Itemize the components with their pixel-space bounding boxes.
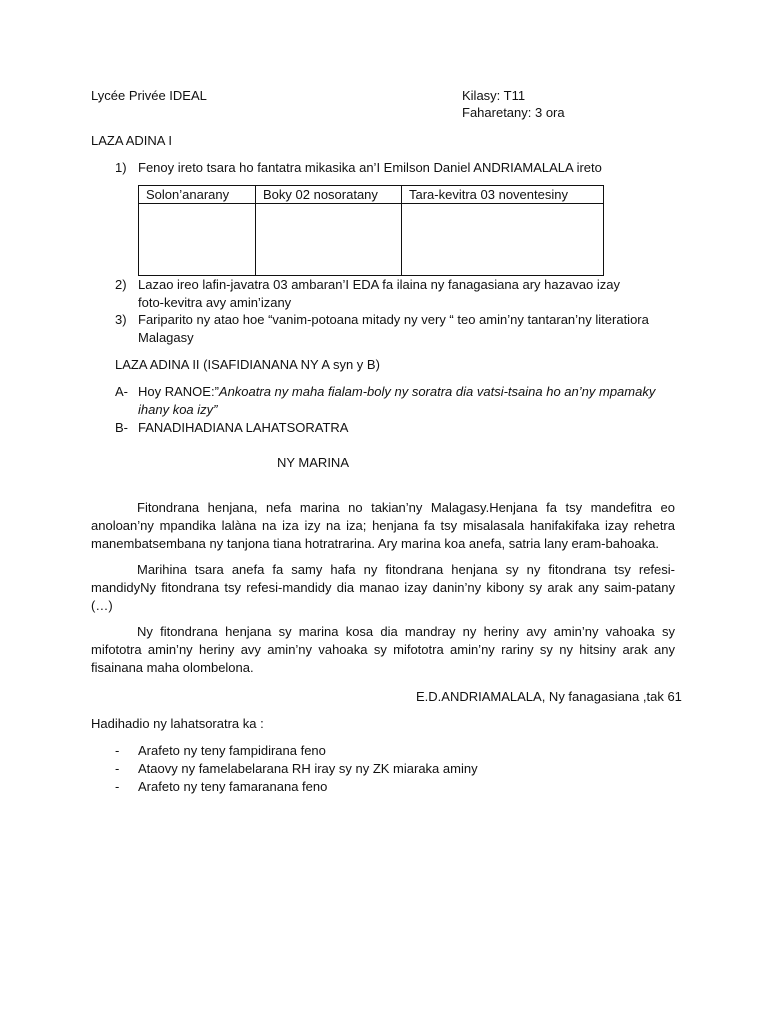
option-a-label: A- xyxy=(115,384,128,399)
passage-paragraph: Fitondrana henjana, nefa marina no takian’ny Malagasy.Henjana fa tsy mandefitra eo anoloan’ny mpandika lalàna na iza izy na iza; henjana fa tsy misalasala hanifakifaka izay rehetra manembatsembana ny tanjona tiana hotratrarina. Ary marina koa anefa, satria lany eram-bahoaka. xyxy=(91,500,675,551)
instruction-text: Hadihadio ny lahatsoratra ka : xyxy=(91,716,264,731)
school-name: Lycée Privée IDEAL xyxy=(91,88,207,103)
bullet-dash: - xyxy=(115,743,120,758)
table-row xyxy=(139,204,604,276)
option-a-text xyxy=(138,383,668,419)
info-table xyxy=(138,185,604,276)
table-cell[interactable] xyxy=(256,204,402,276)
duration-label: Faharetany: 3 ora xyxy=(462,105,565,120)
class-label: Kilasy: T11 xyxy=(462,88,526,103)
q3-text: Fariparito ny atao hoe “vanim-potoana mitady ny very “ teo amin’ny tantaran’ny literatiora Malagasy xyxy=(138,312,649,345)
bullet-item: Arafeto ny teny fampidirana feno xyxy=(138,743,326,758)
table-header-row xyxy=(139,186,604,204)
q3-number: 3) xyxy=(115,312,127,327)
q1-text: Fenoy ireto tsara ho fantatra mikasika an’I Emilson Daniel ANDRIAMALALA ireto xyxy=(138,160,602,175)
passage-source: E.D.ANDRIAMALALA, Ny fanagasiana ,tak 61 xyxy=(416,689,682,704)
part1-title: LAZA ADINA I xyxy=(91,133,172,148)
bullet-item: Arafeto ny teny famaranana feno xyxy=(138,779,328,794)
passage-paragraph: Marihina tsara anefa fa samy hafa ny fitondrana henjana sy ny fitondrana tsy refesi-mandidyNy fitondrana tsy refesi-mandidy dia manao izay danin’ny kibony sy arak any saim-patany (…) xyxy=(91,562,675,613)
table-header-cell: Boky 02 nosoratany xyxy=(256,186,402,204)
q1-number: 1) xyxy=(115,160,127,175)
option-a-prefix: Hoy RANOE:” xyxy=(138,384,219,399)
passage-paragraph: Ny fitondrana henjana sy marina kosa dia mandray ny heriny avy amin’ny vahoaka sy mifototra amin’ny heriny avy amin’ny vahoaka sy mifototra amin’ny rariny sy ny hitsiny arak any fisainana maha olombelona. xyxy=(91,624,675,675)
table-header-cell: Solon’anarany xyxy=(139,186,256,204)
passage-title: NY MARINA xyxy=(277,455,349,470)
table-cell[interactable] xyxy=(139,204,256,276)
option-b-text: FANADIHADIANA LAHATSORATRA xyxy=(138,420,349,435)
option-a-quote: Ankoatra ny maha fialam-boly ny soratra dia vatsi-tsaina ho an’ny mpamaky ihany koa izy” xyxy=(138,384,656,417)
q2-number: 2) xyxy=(115,277,127,292)
bullet-item: Ataovy ny famelabelarana RH iray sy ny ZK miaraka aminy xyxy=(138,761,478,776)
table-cell[interactable] xyxy=(402,204,604,276)
bullet-dash: - xyxy=(115,761,120,776)
table-header-cell: Tara-kevitra 03 noventesiny xyxy=(402,186,604,204)
part2-title: LAZA ADINA II (ISAFIDIANANA NY A syn y B) xyxy=(115,357,380,372)
q2-text: Lazao ireo lafin-javatra 03 ambaran’I EDA fa ilaina ny fanagasiana ary hazavao izay foto-kevitra avy amin’izany xyxy=(138,277,621,310)
bullet-dash: - xyxy=(115,779,120,794)
option-b-label: B- xyxy=(115,420,128,435)
